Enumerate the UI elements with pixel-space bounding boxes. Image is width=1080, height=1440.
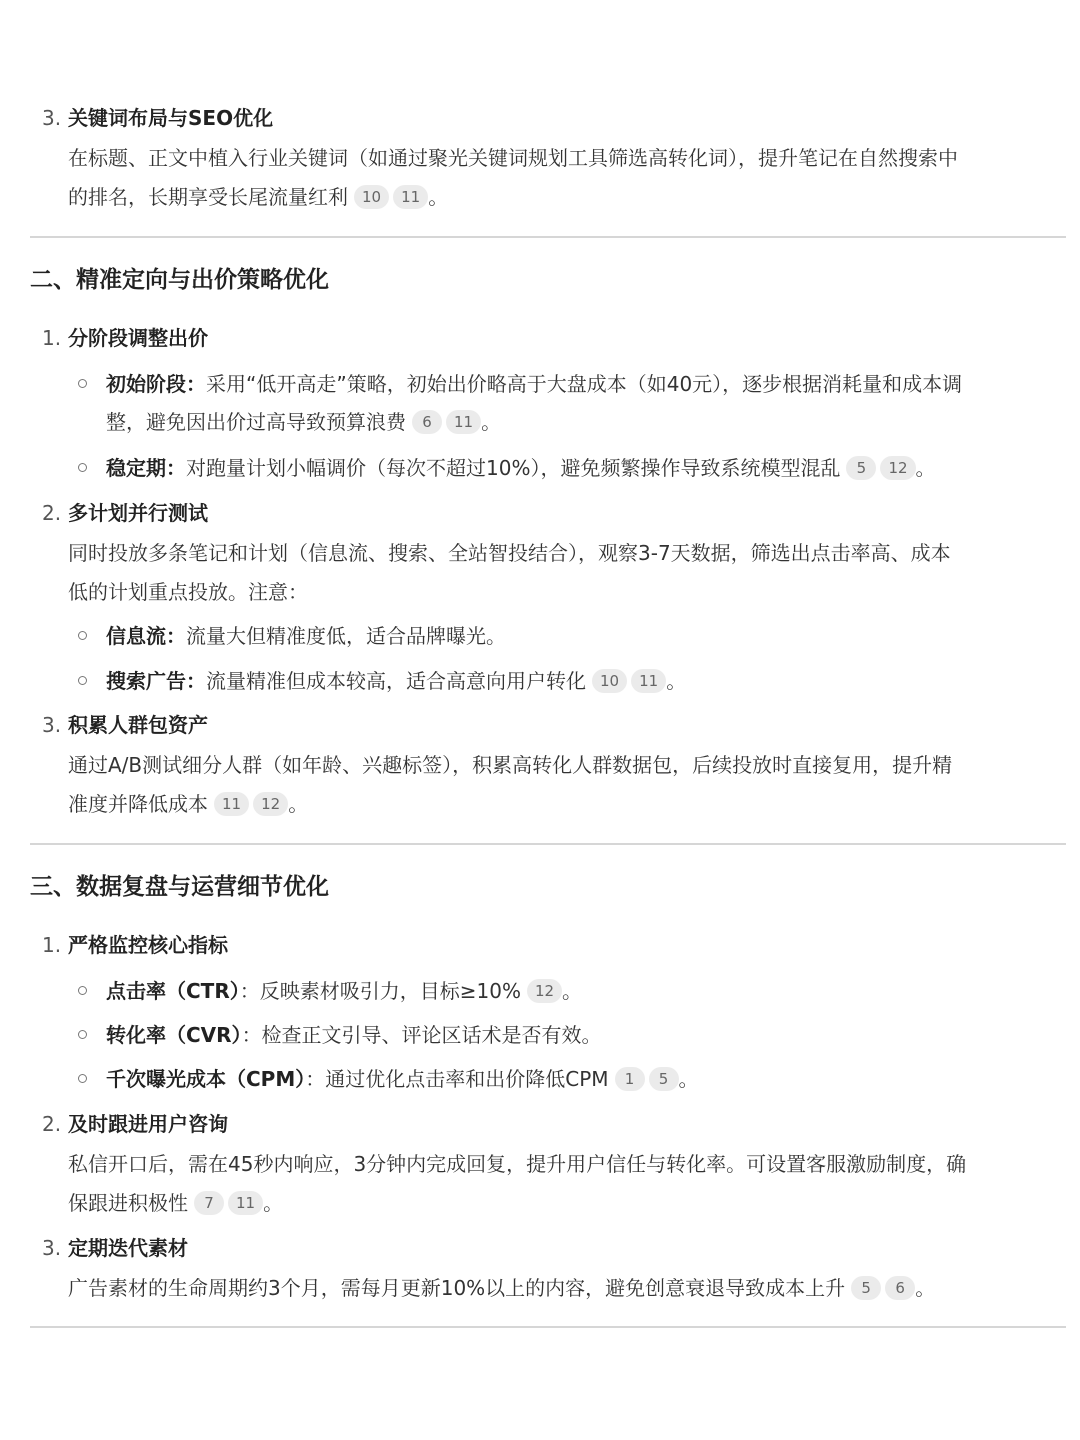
list-number: 3. bbox=[42, 1236, 62, 1260]
section-heading: 二、精准定向与出价策略优化 bbox=[30, 267, 329, 293]
item-title-parallel-test: 多计划并行测试 bbox=[68, 501, 208, 525]
item-title-bid-stages: 分阶段调整出价 bbox=[68, 326, 208, 350]
paragraph-line: 私信开口后，需在45秒内响应，3分钟内完成回复，提升用户信任与转化率。可设置客服激励制度，确 bbox=[68, 1152, 967, 1176]
bullet-icon bbox=[78, 676, 87, 685]
paragraph-line: 低的计划重点投放。注意： bbox=[68, 580, 308, 604]
citation-badge[interactable]: 10 bbox=[354, 185, 389, 209]
citation-badge[interactable]: 5 bbox=[851, 1276, 881, 1300]
item-title-core-metrics: 严格监控核心指标 bbox=[68, 933, 228, 957]
bullet-line: 点击率（CTR）：反映素材吸引力，目标≥10% 12 。 bbox=[106, 979, 583, 1003]
list-number: 3. bbox=[42, 106, 62, 130]
citation-badge[interactable]: 11 bbox=[228, 1191, 263, 1215]
paragraph-line: 同时投放多条笔记和计划（信息流、搜索、全站智投结合），观察3-7天数据，筛选出点击率高、成本 bbox=[68, 541, 951, 565]
citation-badge[interactable]: 12 bbox=[527, 979, 562, 1003]
paragraph-line: 准度并降低成本 11 12 。 bbox=[68, 792, 309, 816]
citation-badge[interactable]: 5 bbox=[649, 1067, 679, 1091]
paragraph-line: 的排名，长期享受长尾流量红利 10 11 。 bbox=[68, 185, 449, 209]
list-number: 2. bbox=[42, 501, 62, 525]
bullet-line: 转化率（CVR）：检查正文引导、评论区话术是否有效。 bbox=[106, 1023, 602, 1047]
bullet-icon bbox=[78, 986, 87, 995]
citation-badge[interactable]: 11 bbox=[214, 792, 249, 816]
citation-badge[interactable]: 6 bbox=[412, 410, 442, 434]
bullet-icon bbox=[78, 631, 87, 640]
citation-badge[interactable]: 5 bbox=[846, 456, 876, 480]
bullet-line: 整，避免因出价过高导致预算浪费 6 11 。 bbox=[106, 410, 502, 434]
item-title-audience-assets: 积累人群包资产 bbox=[68, 713, 208, 737]
bullet-line: 信息流：流量大但精准度低，适合品牌曝光。 bbox=[106, 624, 506, 648]
list-number: 3. bbox=[42, 713, 62, 737]
bullet-icon bbox=[78, 379, 87, 388]
item-title-iterate-creatives: 定期迭代素材 bbox=[68, 1236, 188, 1260]
bullet-icon bbox=[78, 463, 87, 472]
citation-badge[interactable]: 11 bbox=[631, 669, 666, 693]
citation-badge[interactable]: 12 bbox=[253, 792, 288, 816]
section-heading: 三、数据复盘与运营细节优化 bbox=[30, 874, 329, 900]
item-title-keyword-seo: 关键词布局与SEO优化 bbox=[68, 106, 274, 130]
bullet-icon bbox=[78, 1030, 87, 1039]
paragraph-line: 在标题、正文中植入行业关键词（如通过聚光关键词规划工具筛选高转化词），提升笔记在自然搜索中 bbox=[68, 146, 958, 170]
section-divider bbox=[30, 1326, 1066, 1328]
list-number: 1. bbox=[42, 933, 62, 957]
bullet-line: 千次曝光成本（CPM）：通过优化点击率和出价降低CPM 1 5 。 bbox=[106, 1067, 699, 1091]
section-divider bbox=[30, 236, 1066, 238]
bullet-line: 搜索广告：流量精准但成本较高，适合高意向用户转化 10 11 。 bbox=[106, 669, 687, 693]
item-title-user-inquiry: 及时跟进用户咨询 bbox=[68, 1112, 228, 1136]
paragraph-line: 广告素材的生命周期约3个月，需每月更新10%以上的内容，避免创意衰退导致成本上升 5 6 。 bbox=[68, 1276, 936, 1300]
bullet-line: 稳定期：对跑量计划小幅调价（每次不超过10%），避免频繁操作导致系统模型混乱 5 12 。 bbox=[106, 456, 936, 480]
citation-badge[interactable]: 6 bbox=[885, 1276, 915, 1300]
citation-badge[interactable]: 12 bbox=[880, 456, 915, 480]
citation-badge[interactable]: 11 bbox=[446, 410, 481, 434]
list-number: 2. bbox=[42, 1112, 62, 1136]
citation-badge[interactable]: 7 bbox=[194, 1191, 224, 1215]
bullet-icon bbox=[78, 1074, 87, 1083]
citation-badge[interactable]: 1 bbox=[615, 1067, 645, 1091]
citation-badge[interactable]: 10 bbox=[592, 669, 627, 693]
paragraph-line: 保跟进积极性 7 11 。 bbox=[68, 1191, 284, 1215]
citation-badge[interactable]: 11 bbox=[393, 185, 428, 209]
paragraph-line: 通过A/B测试细分人群（如年龄、兴趣标签），积累高转化人群数据包，后续投放时直接复用，提升精 bbox=[68, 753, 953, 777]
bullet-line: 初始阶段：采用“低开高走”策略，初始出价略高于大盘成本（如40元），逐步根据消耗量和成本调 bbox=[106, 372, 963, 396]
section-divider bbox=[30, 843, 1066, 845]
list-number: 1. bbox=[42, 326, 62, 350]
